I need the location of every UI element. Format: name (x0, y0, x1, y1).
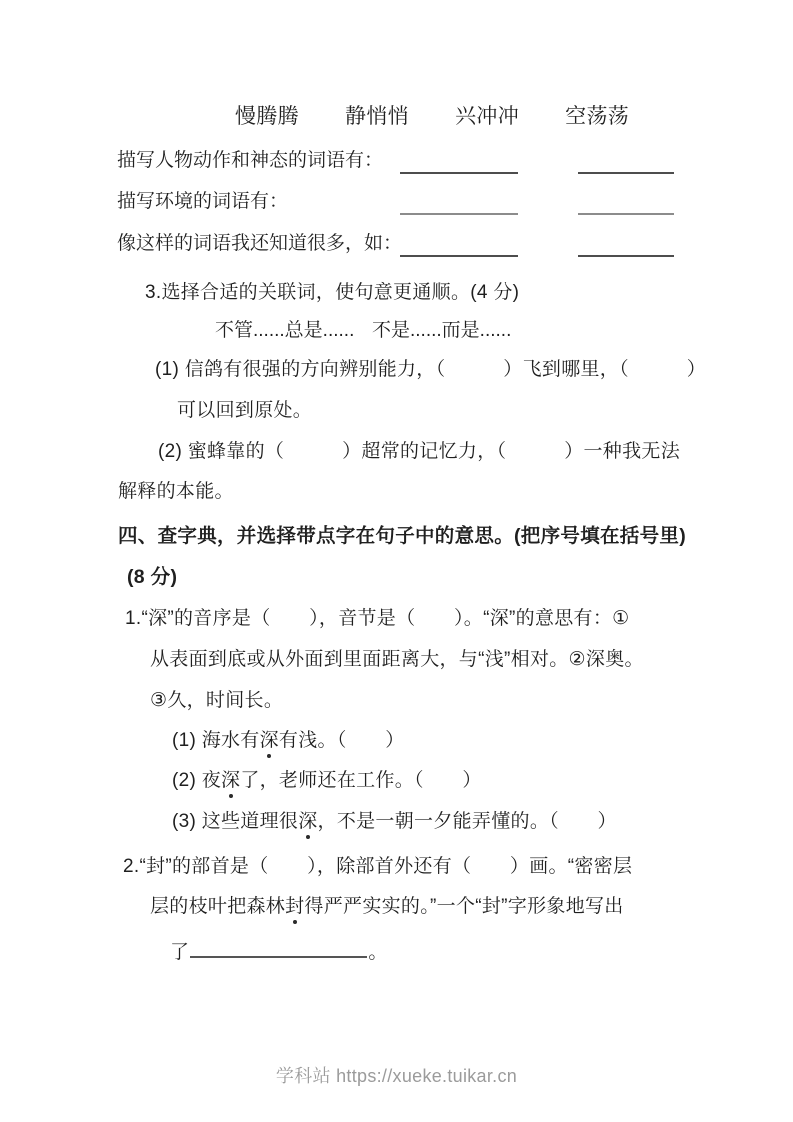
sentence-segment: (2) 夜 (172, 770, 221, 791)
blank-underline (400, 231, 518, 257)
sentence-segment: 层的枝叶把森林 (150, 896, 286, 917)
section-4-item-1-line-2: 从表面到底或从外面到里面距离大，与“浅”相对。②深奥。 (150, 649, 644, 670)
section-4-item-1-line-1: 1.“深”的音序是（ ），音节是（ ）。“深”的意思有：① (125, 608, 630, 629)
fill-row-label: 像这样的词语我还知道很多，如： (117, 233, 403, 254)
section-4-score: (8 分) (127, 566, 178, 588)
fill-row-more-words (0, 231, 793, 261)
fill-row-environment-words (0, 189, 793, 219)
conjunction-pair-2: 不是......而是...... (372, 320, 512, 341)
sentence-segment: 得严严实实的。”一个“封”字形象地写出 (304, 896, 624, 917)
sentence-segment: 有浅。（ ） (278, 730, 405, 751)
blank-underline (578, 189, 674, 215)
blank-underline (400, 189, 518, 215)
question-3-item-1-line-1: (1) 信鸽有很强的方向辨别能力，（ ）飞到哪里，（ ） (155, 359, 707, 380)
site-watermark: 学科站 https://xueke.tuikar.cn (275, 1066, 518, 1086)
blank-underline (578, 148, 674, 174)
dotted-character: 深 (260, 728, 279, 754)
blank-underline (400, 148, 518, 174)
dotted-character: 封 (285, 894, 304, 920)
section-4-item-2-line-2 (150, 894, 624, 920)
section-4-item-2-line-1: 2.“封”的部首是（ ），除部首外还有（ ）画。“密密层 (123, 856, 633, 877)
section-4-item-1-sub-1 (172, 728, 405, 754)
section-4-item-2-line-3 (170, 936, 388, 966)
sentence-segment: (3) 这些道理很 (172, 811, 299, 832)
dotted-character: 深 (298, 809, 317, 835)
word-bank (235, 104, 629, 130)
word-bank-item: 空荡荡 (565, 105, 630, 128)
fill-row-actions-words (0, 148, 793, 178)
sentence-segment: ，不是一朝一夕能弄懂的。（ ） (317, 811, 617, 832)
word-bank-item: 慢腾腾 (235, 105, 299, 128)
section-4-item-1-sub-3 (172, 809, 617, 835)
sentence-segment: 。 (368, 942, 388, 963)
blank-underline (578, 231, 674, 257)
dotted-character: 深 (221, 768, 240, 794)
fill-row-label: 描写人物动作和神态的词语有： (117, 150, 384, 171)
conjunction-word-bank (0, 318, 793, 346)
question-3-title: 3.选择合适的关联词，使句意更通顺。(4 分) (145, 282, 520, 303)
question-3-item-2-line-1: (2) 蜜蜂靠的（ ）超常的记忆力，（ ）一种我无法 (158, 441, 681, 462)
fill-row-label: 描写环境的词语有： (117, 191, 289, 212)
section-4-item-1-sub-2 (172, 768, 482, 794)
sentence-segment: 了 (170, 942, 190, 963)
word-bank-item: 静悄悄 (345, 105, 409, 128)
section-4-heading: 四、查字典，并选择带点字在句子中的意思。(把序号填在括号里) (118, 525, 686, 547)
question-3-item-2-line-2: 解释的本能。 (118, 481, 234, 502)
answer-blank-underline (190, 936, 367, 958)
section-4-item-1-line-3: ③久，时间长。 (150, 690, 284, 711)
word-bank-item: 兴冲冲 (455, 105, 519, 128)
conjunction-pair-1: 不管......总是...... (215, 320, 355, 341)
sentence-segment: (1) 海水有 (172, 730, 260, 751)
question-3-item-1-line-2: 可以回到原处。 (177, 400, 313, 421)
sentence-segment: 了，老师还在工作。（ ） (240, 770, 482, 791)
